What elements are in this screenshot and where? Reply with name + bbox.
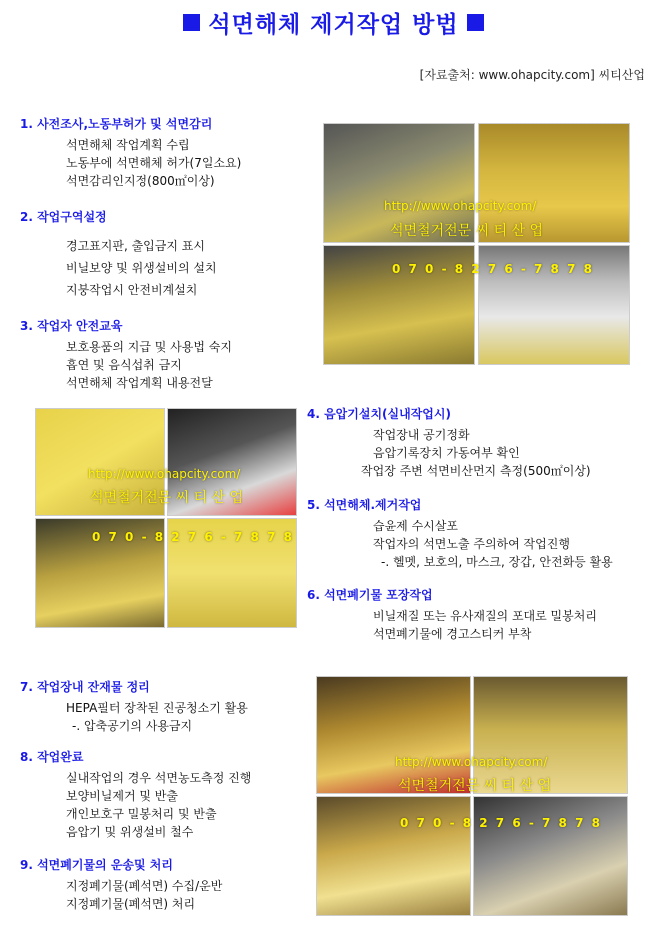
watermark-url: http://www.ohapcity.com/ [384,199,537,213]
section-heading: 8. 작업완료 [20,750,84,764]
photo-waste-transport [473,796,628,916]
watermark-company: 석면철거전문 씨 티 산 업 [90,490,244,506]
section-item: 석면감리인지정(800㎡이상) [66,174,215,188]
section-item: 작업자의 석면노출 주의하여 작업진행 [373,537,570,551]
section-item: 흡연 및 음식섭취 금지 [66,358,182,372]
section-item: 습윤제 수시살포 [373,519,458,533]
section-item: 실내작업의 경우 석면농도측정 진행 [66,771,252,785]
photo-waste-bags [316,796,471,916]
section-item: 지정폐기물(폐석면) 수집/운반 [66,879,223,893]
watermark-phone: 0 7 0 - 8 2 7 6 - 7 8 7 8 [392,262,594,276]
section-heading: 5. 석면해체.제거작업 [307,498,422,512]
section-item: -. 압축공기의 사용금지 [72,719,193,733]
watermark-phone: 0 7 0 - 8 2 7 6 - 7 8 7 8 [400,816,602,830]
section-item: 비닐재질 또는 유사재질의 포대로 밀봉처리 [373,609,597,623]
section-heading: 7. 작업장내 잔재물 정리 [20,680,150,694]
section-heading: 1. 사전조사,노동부허가 및 석면감리 [20,117,213,131]
section-item: 보호용품의 지급 및 사용법 숙지 [66,340,232,354]
section-item: -. 헬멧, 보호의, 마스크, 장갑, 안전화등 활용 [381,555,613,569]
section-6 [307,586,597,643]
watermark-company: 석면철거전문 씨 티 산 업 [398,778,552,794]
source-credit: [자료출처: www.ohapcity.com] 씨티산업 [419,68,645,82]
section-item: 음압기록장치 가동여부 확인 [373,446,520,460]
section-5 [307,496,613,571]
section-heading: 9. 석면폐기물의 운송및 처리 [20,858,173,872]
section-item: 석면해체 작업계획 내용전달 [66,376,213,390]
title-text: 석면해체 제거작업 방법 [208,12,459,38]
square-bullet-icon [183,14,200,31]
section-item: 작업장 주변 석면비산먼지 측정(500㎡이상) [361,464,591,478]
section-heading: 3. 작업자 안전교육 [20,319,123,333]
section-item: 비닐보양 및 위생설비의 설치 [66,261,217,275]
section-1 [20,115,241,190]
square-bullet-icon [467,14,484,31]
watermark-url: http://www.ohapcity.com/ [395,755,548,769]
watermark-phone: 0 7 0 - 8 2 7 6 - 7 8 7 8 [92,530,294,544]
section-4 [307,405,591,480]
section-item: 경고표지판, 출입금지 표시 [66,239,205,253]
section-heading: 2. 작업구역설정 [20,210,107,224]
watermark-company: 석면철거전문 씨 티 산 업 [390,223,544,239]
section-heading: 4. 음압기설치(실내작업시) [307,407,451,421]
section-item: 작업장내 공기정화 [373,428,470,442]
section-item: 지정폐기물(폐석면) 처리 [66,897,196,911]
section-item: 음압기 및 위생설비 철수 [66,825,194,839]
page-title [0,6,667,39]
section-item: 지붕작업시 안전비계설치 [66,283,198,297]
section-item: 노동부에 석면해체 허가(7일소요) [66,156,242,170]
section-item: 보양비닐제거 및 반출 [66,789,178,803]
watermark-url: http://www.ohapcity.com/ [88,467,241,481]
section-9 [20,856,222,913]
section-7 [20,678,248,735]
section-item: 석면해체 작업계획 수립 [66,138,190,152]
section-8 [20,748,251,841]
section-3 [20,317,232,392]
section-heading: 6. 석면폐기물 포장작업 [307,588,433,602]
section-2 [20,208,217,301]
section-item: HEPA필터 장착된 진공청소기 활용 [66,701,248,715]
section-item: 석면폐기물에 경고스티커 부착 [373,627,532,641]
section-item: 개인보호구 밀봉처리 및 반출 [66,807,217,821]
